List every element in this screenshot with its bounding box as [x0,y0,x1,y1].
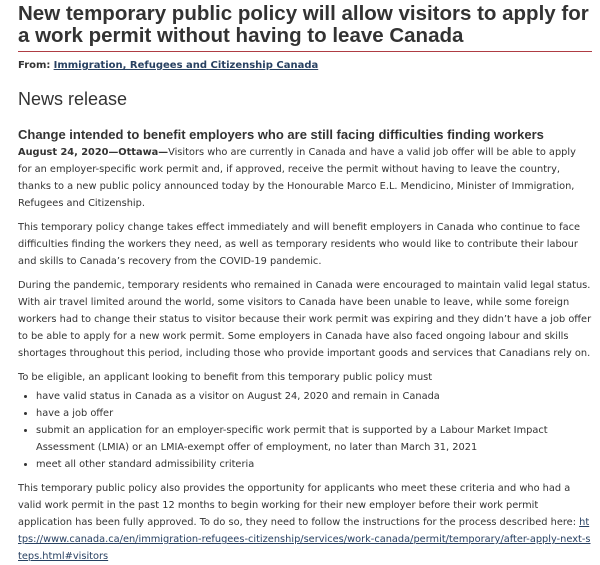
eligibility-list [18,388,592,473]
paragraph-5-text: This temporary public policy also provides the opportunity for applicants who meet these criteria and who had a valid work permit in the past 12 months to begin working for their new employer before their work permit application has been fully approved. To do so, they need to follow the instructions for the process described here: [18,483,580,528]
news-article [18,0,592,565]
article-paragraph-4: To be eligible, an applicant looking to benefit from this temporary public policy must [18,372,433,383]
article-subheading: Change intended to benefit employers who are still facing difficulties finding workers [18,127,544,142]
list-item: • submit an application for an employer-specific work permit that is supported by a Labour Market Impact Assessment (LMIA) or an LMIA-exempt offer of employment, no later than March 31, 2021 [36,422,592,456]
article-paragraph-2: This temporary policy change takes effect immediately and will benefit employers in Canada who continue to face difficulties finding the workers they need, as well as temporary residents who would like to contribute their labour and skills to Canada’s recovery from the COVID-19 pandemic. [18,222,581,267]
article-paragraph-3: During the pandemic, temporary residents who remained in Canada were encouraged to maintain valid legal status. With air travel limited around the world, some visitors to Canada have been unable to leave, while some foreign workers had to change their status to visitor because their work permit was expiring and they didn’t have a job offer to be able to apply for a new work permit. Some employers in Canada have also faced ongoing labour and skills shortages throughout this period, including those who provide important goods and services that Canadians rely on. [18,280,592,359]
section-label: News release [18,89,128,109]
dateline: August 24, 2020—Ottawa— [18,147,169,158]
article-paragraph-5 [18,480,592,565]
article-paragraph-1 [18,144,592,212]
from-label: From: [18,60,51,71]
list-item: • have valid status in Canada as a visitor on August 24, 2020 and remain in Canada [36,388,592,405]
list-item: • have a job offer [36,405,592,422]
article-source [18,59,592,72]
article-title: New temporary public policy will allow visitors to apply for a work permit without having to leave Canada [18,3,592,52]
paragraph-1-text: Visitors who are currently in Canada and have a valid job offer will be able to apply for an employer-specific work permit and, if approved, receive the permit without having to leave the country, thanks to a new public policy announced today by the Honourable Marco E.L. Mendicino, Minister of Immigration, Refugees and Citizenship. [18,147,576,209]
instructions-link[interactable]: https://www.canada.ca/en/immigration-refugees-citizenship/services/work-canada/permit/temporary/after-apply-next-steps.html#visitors [18,517,591,562]
list-item: • meet all other standard admissibility criteria [36,456,592,473]
department-link[interactable]: Immigration, Refugees and Citizenship Canada [53,60,319,71]
